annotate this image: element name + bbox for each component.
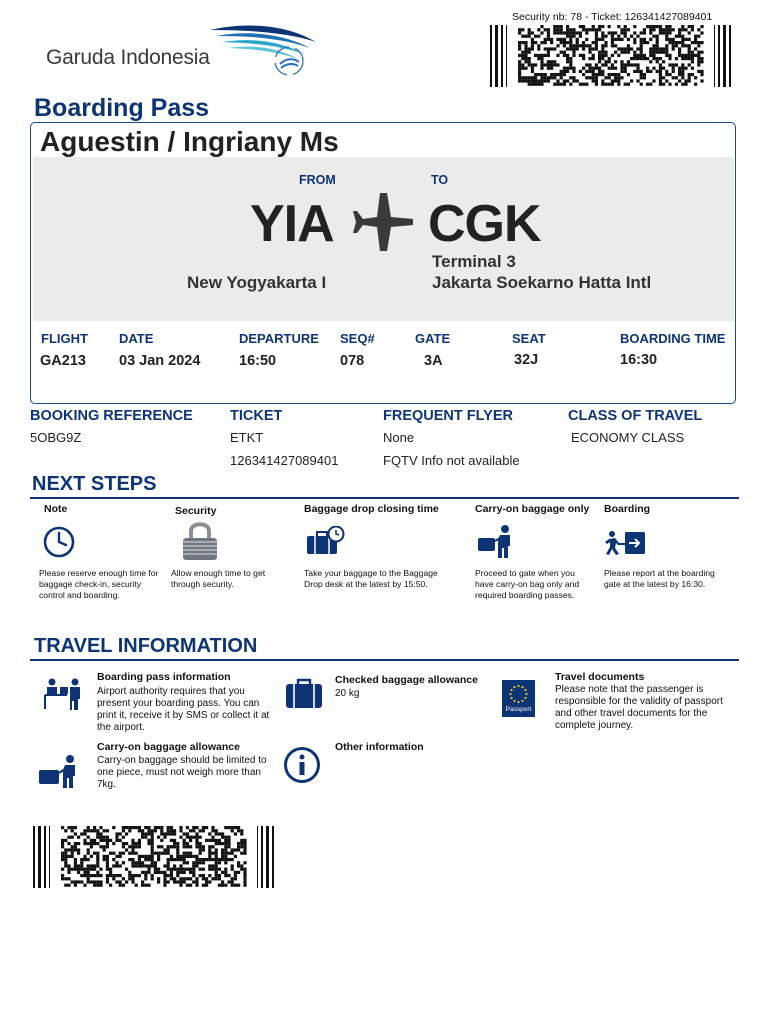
ticket-number: 126341427089401 <box>230 453 339 468</box>
security-ticket-line: Security nb: 78 - Ticket: 126341427089401 <box>512 11 713 23</box>
boarding-gate-icon <box>605 530 647 556</box>
departure-label: DEPARTURE <box>239 331 319 346</box>
checked-baggage-text: 20 kg <box>335 688 360 699</box>
destination-terminal: Terminal 3 <box>432 252 516 271</box>
to-label: TO <box>431 173 449 187</box>
top-barcode <box>490 25 732 87</box>
step-title-security: Security <box>175 505 217 517</box>
flight-value: GA213 <box>40 353 86 369</box>
boarding-time-value: 16:30 <box>620 352 658 368</box>
eu-stars-icon <box>506 683 531 705</box>
class-of-travel-value: ECONOMY CLASS <box>571 430 685 445</box>
travel-information-divider <box>30 659 739 661</box>
check-in-desk-icon <box>43 677 85 711</box>
travel-information-title: TRAVEL INFORMATION <box>34 635 258 657</box>
airplane-icon <box>352 190 414 254</box>
skyteam-icon <box>272 44 306 78</box>
flight-label: FLIGHT <box>41 331 88 346</box>
other-information-title: Other information <box>335 741 424 753</box>
step-text-baggage-drop: Take your baggage to the Baggage Drop desk at the latest by 15:50. <box>304 568 438 589</box>
carry-on-allowance-text: Carry-on baggage should be limited to one piece, must not weigh more than 7kg. <box>97 755 267 790</box>
padlock-icon <box>179 520 221 562</box>
seq-value: 078 <box>340 353 365 369</box>
step-title-carry-on: Carry-on baggage only <box>475 503 590 515</box>
class-of-travel-label: CLASS OF TRAVEL <box>568 408 703 424</box>
origin-code: YIA <box>250 195 334 253</box>
carry-on-allowance-title: Carry-on baggage allowance <box>97 741 240 753</box>
step-title-boarding: Boarding <box>604 503 651 515</box>
step-text-boarding: Please report at the boarding gate at the latest by 16:30. <box>604 568 715 589</box>
seq-label: SEQ# <box>340 331 375 346</box>
checked-baggage-title: Checked baggage allowance <box>335 674 478 686</box>
step-text-security: Allow enough time to get through security. <box>171 568 266 589</box>
frequent-flyer-label: FREQUENT FLYER <box>383 408 513 424</box>
destination-airport: Jakarta Soekarno Hatta Intl <box>432 273 652 292</box>
seat-value: 32J <box>514 352 539 368</box>
next-steps-title: NEXT STEPS <box>32 473 157 495</box>
step-title-note: Note <box>44 503 68 515</box>
step-text-note: Please reserve enough time for baggage check-in, security control and boarding. <box>39 568 159 600</box>
boarding-time-label: BOARDING TIME <box>620 331 726 346</box>
travel-documents-title: Travel documents <box>555 671 645 683</box>
from-label: FROM <box>299 173 336 187</box>
step-title-baggage-drop: Baggage drop closing time <box>304 503 439 515</box>
carry-on-icon <box>476 524 514 558</box>
info-icon <box>283 746 321 784</box>
next-steps-divider <box>30 497 739 499</box>
fqtv-info: FQTV Info not available <box>383 453 520 468</box>
step-text-carry-on: Proceed to gate when you have carry-on bag only and required boarding passes. <box>475 568 580 600</box>
departure-value: 16:50 <box>239 353 277 369</box>
airline-name: Garuda Indonesia <box>46 46 210 69</box>
document-title: Boarding Pass <box>34 94 210 122</box>
clock-icon <box>42 526 76 558</box>
passport-icon <box>502 680 535 717</box>
suitcase-icon <box>285 677 323 709</box>
gate-value: 3A <box>424 353 443 369</box>
carry-on-icon <box>37 754 79 788</box>
destination-code: CGK <box>428 195 541 253</box>
booking-reference-value: 5OBG9Z <box>30 430 82 445</box>
origin-airport: New Yogyakarta I <box>187 273 327 292</box>
boarding-pass-info-title: Boarding pass information <box>97 671 231 683</box>
booking-reference-label: BOOKING REFERENCE <box>30 408 193 424</box>
frequent-flyer-value: None <box>383 430 415 445</box>
travel-documents-text: Please note that the passenger is responsible for the validity of passport and other travel documents for the complete journey. <box>555 684 723 731</box>
ticket-type: ETKT <box>230 430 264 445</box>
gate-label: GATE <box>415 331 451 346</box>
boarding-pass-info-text: Airport authority requires that you present your boarding pass. You can print it, receive it by SMS or collect it at the airport. <box>97 686 270 733</box>
seat-label: SEAT <box>512 331 546 346</box>
bottom-barcode <box>33 826 275 888</box>
airline-logo <box>46 22 308 82</box>
date-value: 03 Jan 2024 <box>119 353 201 369</box>
passport-icon-label: Passport <box>505 706 532 713</box>
passenger-name: Aguestin / Ingriany Ms <box>40 126 339 157</box>
ticket-label: TICKET <box>230 408 283 424</box>
date-label: DATE <box>119 331 154 346</box>
baggage-clock-icon <box>305 526 347 556</box>
